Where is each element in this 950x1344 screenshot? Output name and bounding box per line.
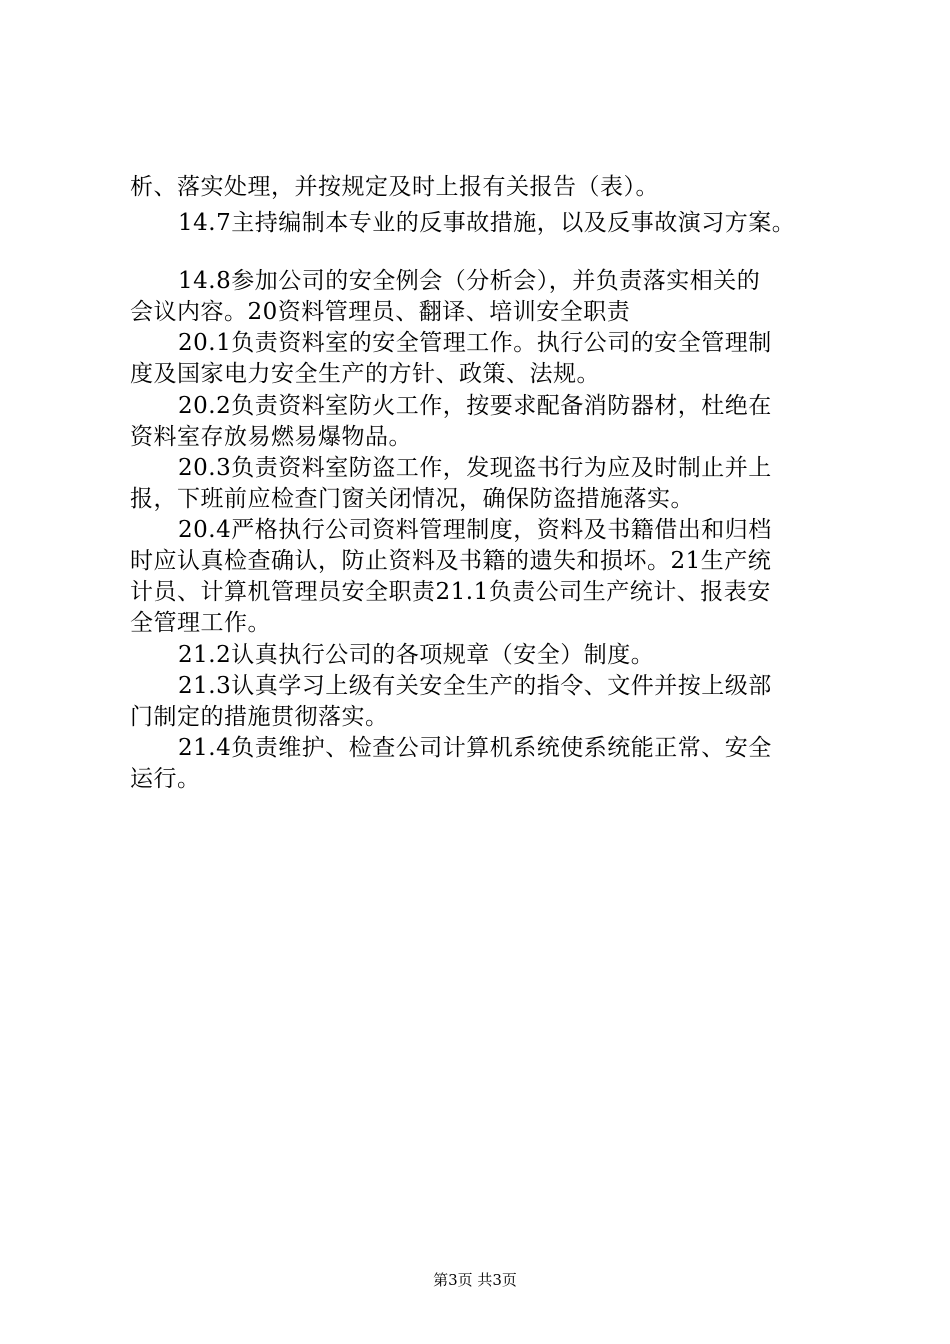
text-line: 14.8参加公司的安全例会（分析会），并负责落实相关的	[178, 268, 761, 294]
text-line: 21.2认真执行公司的各项规章（安全）制度。	[178, 642, 655, 668]
text-line: 20.1负责资料室的安全管理工作。执行公司的安全管理制	[178, 330, 772, 356]
text-line: 20.2负责资料室防火工作，按要求配备消防器材，杜绝在	[178, 393, 772, 419]
text-line: 报，下班前应检查门窗关闭情况，确保防盗措施落实。	[130, 486, 694, 512]
text-line: 会议内容。20资料管理员、翻译、培训安全职责	[130, 299, 631, 325]
text-line: 析、落实处理，并按规定及时上报有关报告（表）。	[130, 174, 659, 200]
text-line: 时应认真检查确认，防止资料及书籍的遗失和损坏。21生产统	[130, 548, 772, 574]
text-line: 门制定的措施贯彻落实。	[130, 704, 389, 730]
text-line: 14.7主持编制本专业的反事故措施，以及反事故演习方案。	[178, 210, 796, 236]
text-line: 20.4严格执行公司资料管理制度，资料及书籍借出和归档	[178, 517, 772, 543]
text-line: 计员、计算机管理员安全职责21.1负责公司生产统计、报表安	[130, 579, 771, 605]
text-line: 运行。	[130, 766, 201, 792]
text-line: 度及国家电力安全生产的方针、政策、法规。	[130, 361, 600, 387]
text-line: 21.3认真学习上级有关安全生产的指令、文件并按上级部	[178, 673, 772, 699]
text-line: 21.4负责维护、检查公司计算机系统使系统能正常、安全	[178, 735, 772, 761]
text-line: 资料室存放易燃易爆物品。	[130, 424, 412, 450]
text-line: 20.3负责资料室防盗工作，发现盗书行为应及时制止并上	[178, 455, 772, 481]
text-line: 全管理工作。	[130, 610, 271, 636]
page-footer: 第3页 共3页	[433, 1271, 517, 1289]
